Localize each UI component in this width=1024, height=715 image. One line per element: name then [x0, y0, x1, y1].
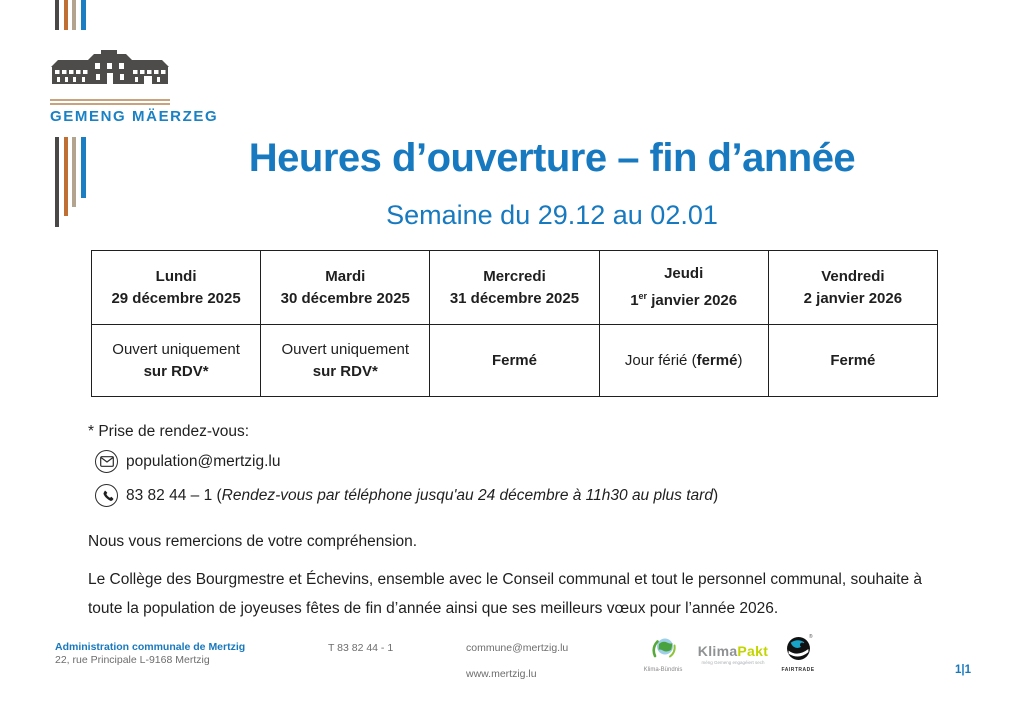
logo-bar-dark-icon [55, 0, 59, 30]
header-jeudi: Jeudi 1er janvier 2026 [599, 251, 768, 325]
klima-buendnis-globe-icon [650, 648, 677, 665]
appointment-intro: * Prise de rendez-vous: [88, 423, 250, 440]
fairtrade-registered-mark: ® [808, 634, 813, 640]
logo-text: GEMENG MÄERZEG [50, 108, 219, 125]
fairtrade-logo [781, 636, 815, 673]
status-lundi: Ouvert uniquement sur RDV* [92, 325, 261, 397]
page-title: Heures d’ouverture – fin d’année [248, 136, 856, 180]
footer-org-block [55, 641, 245, 667]
logo-bar-orange-icon [64, 0, 68, 30]
status-vendredi: Fermé [768, 325, 937, 397]
header-vendredi: Vendredi 2 janvier 2026 [768, 251, 937, 325]
header-mercredi: Mercredi 31 décembre 2025 [430, 251, 599, 325]
closing-message: Le Collège des Bourgmestre et Échevins, ensemble avec le Conseil communal et tout le personnel communal, souhaite à toute la population de joyeuses fêtes de fin d’année ainsi que ses meilleurs vœux pour l’année 2026. [88, 571, 923, 617]
accent-bar-dark-icon [55, 137, 59, 227]
appointment-email-row [95, 450, 280, 473]
accent-bar-orange-icon [64, 137, 68, 216]
accent-bars [55, 137, 86, 227]
fairtrade-caption: FAIRTRADE [781, 667, 815, 673]
email-icon [95, 450, 118, 473]
table-header-row [92, 251, 938, 325]
klima-buendnis-caption: Klima-Bündnis [643, 667, 683, 673]
klimapakt-logo [693, 643, 773, 665]
schedule-table [91, 250, 938, 397]
status-mercredi: Fermé [430, 325, 599, 397]
thanks-text: Nous vous remercions de votre compréhension. [88, 533, 418, 550]
footer-org-name: Administration communale de Mertzig [55, 641, 246, 653]
status-jeudi: Jour férié (fermé) [599, 325, 768, 397]
footer-email[interactable]: commune@mertzig.lu [466, 642, 569, 654]
commune-logo [50, 0, 219, 125]
fairtrade-mark-icon [786, 636, 811, 666]
page-number: 1|1 [955, 664, 972, 676]
klima-buendnis-logo [636, 635, 690, 673]
logo-bar-blue-icon [81, 0, 86, 30]
header-mardi: Mardi 30 décembre 2025 [261, 251, 430, 325]
phone-icon [95, 484, 118, 507]
appointment-phone-row [95, 484, 718, 507]
klimapakt-wordmark: KlimaPakt [697, 643, 769, 659]
page-subtitle: Semaine du 29.12 au 02.01 [386, 200, 718, 230]
table-status-row [92, 325, 938, 397]
footer-org-address: 22, rue Principale L-9168 Mertzig [55, 654, 210, 666]
logo-top-bars [55, 0, 180, 30]
accent-bar-blue-icon [81, 137, 86, 198]
logo-underline-rules [50, 99, 170, 105]
status-mardi: Ouvert uniquement sur RDV* [261, 325, 430, 397]
footer-website[interactable]: www.mertzig.lu [466, 668, 537, 680]
klimapakt-tagline: méng Gemeng engagéiert sech [701, 660, 765, 665]
header-lundi: Lundi 29 décembre 2025 [92, 251, 261, 325]
logo-bar-tan-icon [72, 0, 76, 30]
appointment-phone-text: 83 82 44 – 1 (Rendez-vous par téléphone jusqu'au 24 décembre à 11h30 au plus tard) [126, 486, 719, 504]
accent-bar-tan-icon [72, 137, 76, 207]
footer-phone: T 83 82 44 - 1 [328, 642, 394, 654]
town-hall-building-icon [50, 50, 180, 95]
appointment-email[interactable]: population@mertzig.lu [126, 452, 281, 470]
